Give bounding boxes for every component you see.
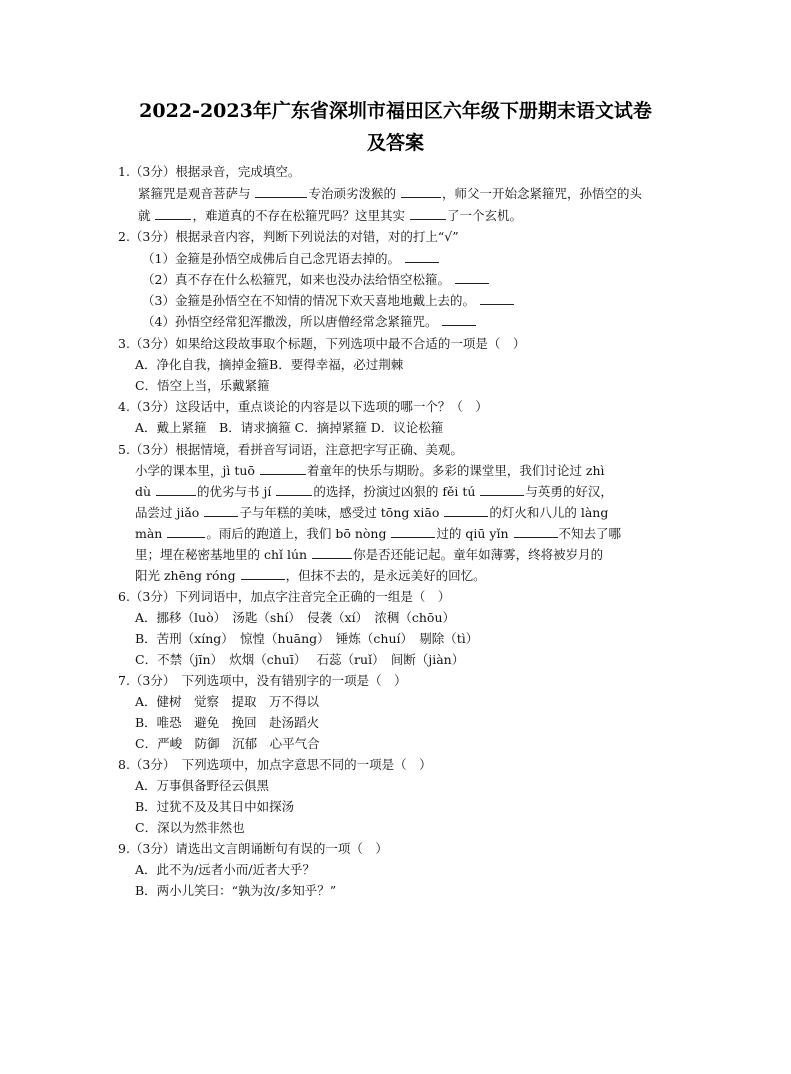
answer-blank bbox=[442, 313, 476, 326]
question-line bbox=[135, 608, 455, 628]
question-text: 2.（3分）根据录音内容，判断下列说法的对错，对的打上“√” bbox=[118, 229, 459, 244]
answer-blank bbox=[156, 483, 196, 496]
answer-blank bbox=[444, 504, 488, 517]
question-line bbox=[135, 881, 336, 901]
question-text: 8.（3分） 下列选项中，加点字意思不同的一项是（ ） bbox=[118, 757, 432, 772]
question-text: 专治顽劣泼猴的 bbox=[308, 186, 400, 201]
answer-blank bbox=[480, 483, 524, 496]
question-text: ，师父一开始念紧箍咒，孙悟空的头 bbox=[441, 186, 642, 201]
answer-blank bbox=[401, 185, 441, 198]
question-text: 6.（3分）下列词语中，加点字注音完全正确的一组是（ ） bbox=[118, 589, 451, 604]
question-text: C．深以为然非然也 bbox=[135, 820, 245, 835]
question-text: 的灯火和八儿的 làng bbox=[489, 505, 609, 520]
question-text: B．唯恐 避免 挽回 赴汤蹈火 bbox=[135, 715, 320, 730]
question-text: 小学的课本里，jì tuō bbox=[135, 463, 259, 478]
question-line bbox=[135, 566, 486, 586]
question-line bbox=[142, 270, 490, 290]
answer-blank bbox=[276, 483, 312, 496]
question-text: 过的 qiū yǐn bbox=[436, 526, 513, 541]
question-line bbox=[135, 503, 608, 523]
question-text: A．万事俱备野径云俱黑 bbox=[135, 778, 270, 793]
question-line bbox=[135, 461, 605, 481]
question-text: B．过犹不及及其日中如探汤 bbox=[135, 799, 295, 814]
answer-blank bbox=[255, 185, 307, 198]
question-text: （2）真不存在什么松箍咒，如来也没办法给悟空松箍。 bbox=[142, 272, 454, 287]
question-line bbox=[135, 797, 294, 817]
question-text: 1.（3分）根据录音，完成填空。 bbox=[118, 164, 301, 179]
question-line bbox=[135, 418, 443, 438]
question-text: 里；埋在秘密基地里的 chǐ lún bbox=[135, 547, 312, 562]
question-text: 了一个玄机。 bbox=[446, 208, 522, 223]
question-line bbox=[135, 713, 319, 733]
answer-blank bbox=[391, 525, 435, 538]
question-text: 7.（3分） 下列选项中，没有错别字的一项是（ ） bbox=[118, 673, 407, 688]
answer-blank bbox=[312, 546, 352, 559]
question-stem bbox=[118, 397, 488, 417]
answer-blank bbox=[241, 567, 285, 580]
question-line bbox=[135, 818, 245, 838]
question-stem bbox=[118, 227, 459, 247]
question-line bbox=[142, 249, 440, 269]
question-line bbox=[135, 545, 603, 565]
question-line bbox=[135, 776, 269, 796]
question-text: 紧箍咒是观音菩萨与 bbox=[138, 186, 255, 201]
question-line bbox=[138, 206, 522, 226]
question-stem bbox=[118, 440, 463, 460]
answer-blank bbox=[514, 525, 558, 538]
question-stem bbox=[118, 587, 450, 607]
question-text: B．苦刑（xíng） 惊惶（huāng） 锤炼（chuí） 剔除（tì） bbox=[135, 631, 479, 646]
question-line bbox=[142, 312, 477, 332]
question-line bbox=[135, 692, 319, 712]
answer-blank bbox=[455, 271, 489, 284]
question-text: 。雨后的跑道上，我们 bō nòng bbox=[206, 526, 391, 541]
question-line bbox=[135, 650, 464, 670]
question-line bbox=[135, 860, 315, 880]
question-stem bbox=[118, 839, 388, 859]
question-line bbox=[135, 734, 320, 754]
question-text: 与英勇的好汉， bbox=[525, 484, 613, 499]
question-text: 不知去了哪 bbox=[558, 526, 622, 541]
question-text: A．净化自我，摘掉金箍B．要得幸福，必过荆棘 bbox=[135, 357, 404, 372]
question-line bbox=[135, 629, 478, 649]
question-text: A．挪移（luò） 汤匙（shí） 侵袭（xí） 浓稠（chōu） bbox=[135, 610, 455, 625]
question-stem bbox=[118, 334, 525, 354]
answer-blank bbox=[167, 525, 205, 538]
exam-title-line-2: 及答案 bbox=[366, 132, 424, 154]
question-text: 就 bbox=[138, 208, 155, 223]
question-text: 子与年糕的美味，感受过 tōng xiāo bbox=[239, 505, 444, 520]
question-line bbox=[135, 524, 621, 544]
question-text: dù bbox=[135, 484, 156, 499]
question-stem bbox=[118, 671, 407, 691]
answer-blank bbox=[410, 207, 446, 220]
question-text: 的选择，扮演过凶狠的 fěi tú bbox=[313, 484, 480, 499]
question-text: 9.（3分）请选出文言朗诵断句有误的一项（ ） bbox=[118, 841, 388, 856]
question-text: （4）孙悟空经常犯浑撒泼，所以唐僧经常念紧箍咒。 bbox=[142, 314, 442, 329]
question-text: C．严峻 防御 沉郁 心平气合 bbox=[135, 736, 320, 751]
answer-blank bbox=[405, 250, 439, 263]
question-text: A．健树 觉察 提取 万不得以 bbox=[135, 694, 320, 709]
question-text: 4.（3分）这段话中，重点谈论的内容是以下选项的哪一个？（ ） bbox=[118, 399, 488, 414]
question-text: （3）金箍是孙悟空在不知情的情况下欢天喜地地戴上去的。 bbox=[142, 293, 479, 308]
question-text: A．此不为/远者小而/近者大乎？ bbox=[135, 862, 315, 877]
answer-blank bbox=[155, 207, 191, 220]
question-stem bbox=[118, 755, 432, 775]
question-text: ，但抹不去的，是永远美好的回忆。 bbox=[285, 568, 486, 583]
question-stem bbox=[118, 162, 300, 182]
question-text: màn bbox=[135, 526, 167, 541]
question-text: 品尝过 jiǎo bbox=[135, 505, 204, 520]
question-text: 的优劣与书 jí bbox=[197, 484, 276, 499]
question-text: 5.（3分）根据情境，看拼音写词语，注意把字写正确、美观。 bbox=[118, 442, 463, 457]
question-text: 3.（3分）如果给这段故事取个标题，下列选项中最不合适的一项是（ ） bbox=[118, 336, 526, 351]
question-text: C．不禁（jīn） 炊烟（chuī） 石蕊（ruǐ） 间断（jiàn） bbox=[135, 652, 465, 667]
answer-blank bbox=[204, 504, 238, 517]
question-text: 你是否还能记起。童年如薄雾，终将被岁月的 bbox=[353, 547, 604, 562]
question-text: ，难道真的不存在松箍咒吗？这里其实 bbox=[192, 208, 409, 223]
question-text: 着童年的快乐与期盼。多彩的课堂里，我们讨论过 zhì bbox=[306, 463, 605, 478]
question-line bbox=[135, 482, 613, 502]
question-line bbox=[135, 376, 270, 396]
question-line bbox=[138, 184, 642, 204]
question-text: B．两小儿笑曰：“孰为汝/多知乎？” bbox=[135, 883, 337, 898]
answer-blank bbox=[260, 462, 306, 475]
question-text: （1）金箍是孙悟空成佛后自己念咒语去掉的。 bbox=[142, 251, 404, 266]
question-text: A．戴上紧箍 B．请求摘箍 C．摘掉紧箍 D．议论松箍 bbox=[135, 420, 444, 435]
question-text: 阳光 zhēng róng bbox=[135, 568, 240, 583]
answer-blank bbox=[480, 292, 514, 305]
question-line bbox=[142, 291, 515, 311]
question-text: C．悟空上当，乐戴紧箍 bbox=[135, 378, 270, 393]
question-line bbox=[135, 355, 403, 375]
exam-title-line-1: 2022-2023年广东省深圳市福田区六年级下册期末语文试卷 bbox=[139, 100, 652, 122]
